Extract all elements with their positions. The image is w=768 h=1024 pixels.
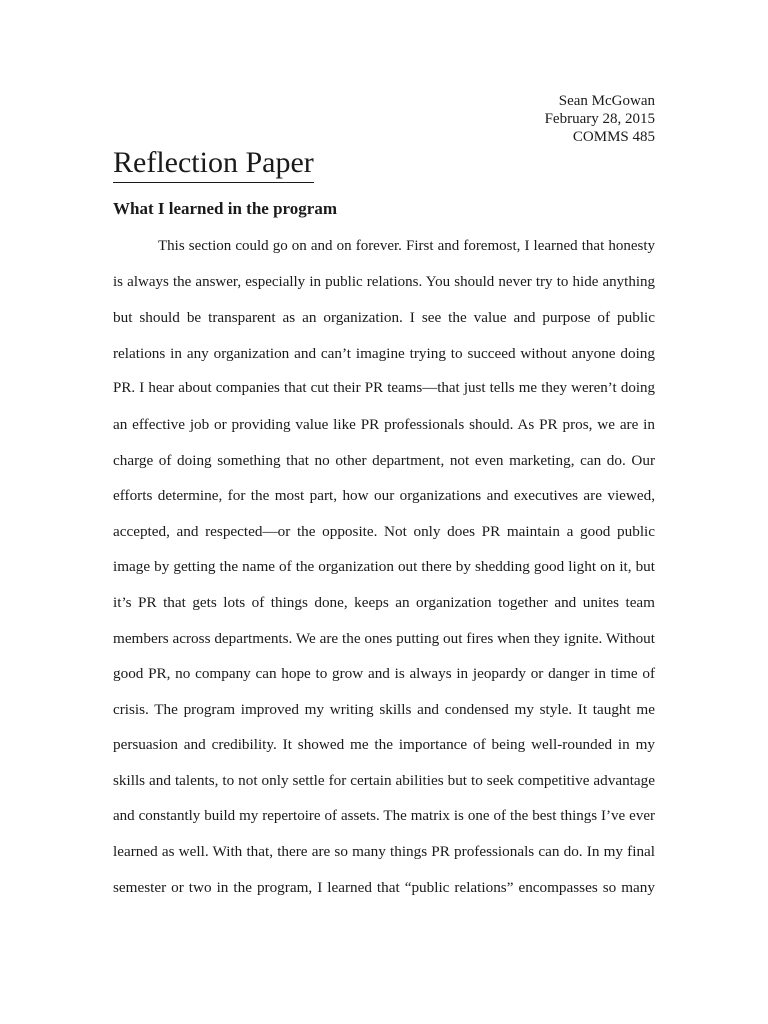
- text-line: members across departments. We are the ones putting out fires when they ignite. Without: [113, 629, 655, 647]
- text-line: accepted, and respected—or the opposite. Not only does PR maintain a good public: [113, 522, 655, 540]
- text-line: it’s PR that gets lots of things done, keeps an organization together and unites team: [113, 593, 655, 611]
- header-block: [545, 92, 655, 146]
- section-heading: What I learned in the program: [113, 199, 337, 218]
- body-paragraph: [113, 229, 655, 905]
- text-line: semester or two in the program, I learned that “public relations” encompasses so many: [113, 878, 655, 896]
- text-line: crisis. The program improved my writing skills and condensed my style. It taught me: [113, 700, 655, 718]
- paper-date: February 28, 2015: [544, 111, 655, 127]
- text-line: good PR, no company can hope to grow and is always in jeopardy or danger in time of: [113, 665, 655, 683]
- text-line: is always the answer, especially in public relations. You should never try to hide anything: [113, 273, 655, 290]
- text-line: charge of doing something that no other department, not even marketing, can do. Our: [113, 451, 655, 469]
- text-line: efforts determine, for the most part, how our organizations and executives are viewed,: [113, 487, 655, 505]
- page-title: Reflection Paper: [113, 145, 314, 183]
- text-line: This section could go on and on forever. First and foremost, I learned that honesty: [158, 238, 655, 254]
- text-line: PR. I hear about companies that cut their PR teams—that just tells me they weren’t doing: [113, 380, 655, 397]
- text-line: an effective job or providing value like PR professionals should. As PR pros, we are in: [113, 415, 655, 433]
- text-line: and constantly build my repertoire of assets. The matrix is one of the best things I’ve ever: [113, 807, 655, 824]
- text-line: learned as well. With that, there are so many things PR professionals can do. In my final: [113, 843, 655, 861]
- text-line: relations in any organization and can’t imagine trying to succeed without anyone doing: [113, 344, 655, 362]
- text-line: image by getting the name of the organization out there by shedding good light on it, but: [113, 558, 655, 576]
- author-name: Sean McGowan: [558, 93, 655, 109]
- text-line: persuasion and credibility. It showed me the importance of being well-rounded in my: [113, 736, 655, 754]
- course-code: COMMS 485: [572, 129, 655, 145]
- text-line: but should be transparent as an organization. I see the value and purpose of public: [113, 309, 655, 327]
- text-line: skills and talents, to not only settle for certain abilities but to seek competitive advantage: [113, 771, 655, 789]
